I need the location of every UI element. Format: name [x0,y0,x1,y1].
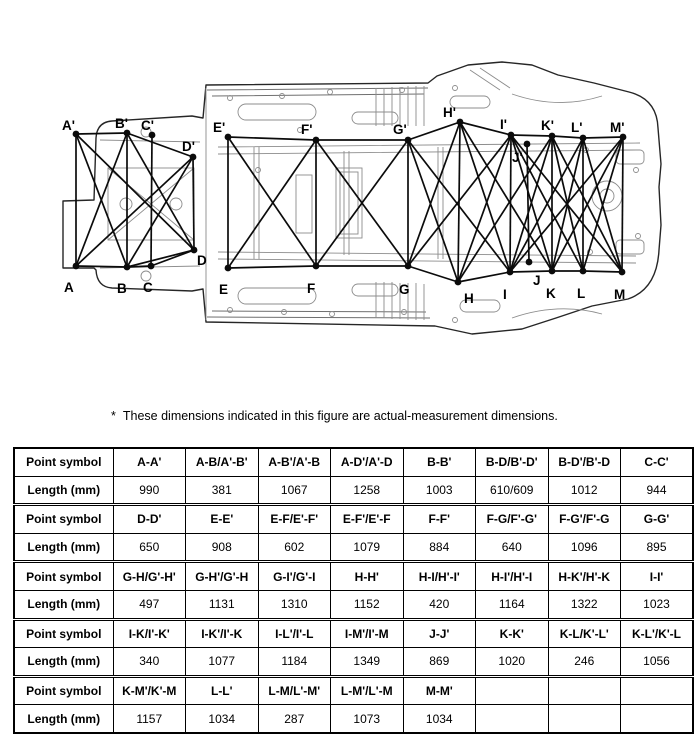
point-symbol-cell: B-B' [403,448,476,476]
length-value-cell: 1034 [186,705,259,733]
measure-line-E'-F' [228,137,316,140]
measure-point-J [526,259,533,266]
point-symbol-cell: C-C' [621,448,694,476]
measure-point-I [507,269,514,276]
measure-line-E'-F [228,137,316,266]
length-value-cell: 650 [113,533,186,562]
point-label-E: E [219,282,229,297]
length-value-cell: 1073 [331,705,404,733]
length-value-cell: 1184 [258,648,331,677]
length-value-cell: 1152 [331,590,404,619]
measure-line-E-F [228,266,316,268]
length-value-cell: 1056 [621,648,694,677]
measure-line-A'-B' [76,133,127,134]
dimension-table [13,447,694,734]
point-label-D': D' [182,139,195,154]
point-symbol-cell: F-G'/F'-G [548,505,621,534]
length-value-cell: 602 [258,533,331,562]
point-label-L': L' [571,120,583,135]
point-symbol-cell: B-D'/B'-D [548,448,621,476]
measure-point-L' [580,135,587,142]
measure-point-K [549,268,556,275]
measure-line-C-C' [151,135,152,266]
point-label-A': A' [62,118,75,133]
measure-point-G [405,263,412,270]
point-symbol-cell: G-I'/G'-I [258,562,331,591]
point-label-J: J [533,273,541,288]
point-symbol-cell: I-L'/I'-L [258,619,331,648]
measure-line-L'-M' [583,137,623,138]
point-label-H': H' [443,105,456,120]
measure-line-I-K [510,271,552,272]
length-value-cell: 1164 [476,590,549,619]
point-symbol-cell: D-D' [113,505,186,534]
point-label-H: H [464,291,474,306]
point-symbol-cell: H-H' [331,562,404,591]
length-value-cell: 420 [403,590,476,619]
length-value-cell: 1349 [331,648,404,677]
measure-line-H-H' [458,122,460,282]
length-value-cell: 1131 [186,590,259,619]
length-value-cell: 1079 [331,533,404,562]
point-label-K': K' [541,118,554,133]
row-header-length-mm: Length (mm) [14,533,113,562]
measure-line-L-M [583,271,622,272]
row-header-length-mm: Length (mm) [14,590,113,619]
point-symbol-cell [476,676,549,705]
length-value-cell: 1067 [258,476,331,505]
measure-line-B-D [127,250,194,267]
measure-line-J-J' [527,144,529,262]
row-header-point-symbol: Point symbol [14,619,113,648]
point-label-J': J' [512,150,523,165]
length-value-cell: 1023 [621,590,694,619]
point-symbol-cell: I-I' [621,562,694,591]
measure-point-F [313,263,320,270]
measure-point-H' [457,119,464,126]
measure-point-K' [549,133,556,140]
length-value-cell: 895 [621,533,694,562]
measure-point-A [73,263,80,270]
row-header-point-symbol: Point symbol [14,676,113,705]
point-symbol-cell: I-K'/I'-K [186,619,259,648]
point-label-F': F' [301,122,313,137]
measure-line-H-I' [458,135,511,282]
point-label-K: K [546,286,556,301]
point-symbol-cell: E-F'/E'-F [331,505,404,534]
measure-line-E-F' [228,140,316,268]
point-label-L: L [577,286,586,301]
note-text: These dimensions indicated in this figure are actual-measurement dimensions. [122,408,558,423]
point-symbol-cell: G-H'/G'-H [186,562,259,591]
measure-point-G' [405,137,412,144]
point-symbol-cell: A-B'/A'-B [258,448,331,476]
row-header-length-mm: Length (mm) [14,705,113,733]
length-value-cell: 1012 [548,476,621,505]
point-label-M': M' [610,120,625,135]
point-symbol-cell: H-I'/H'-I [476,562,549,591]
point-label-A: A [64,280,74,295]
measure-point-F' [313,137,320,144]
measure-line-G-H' [408,122,460,266]
point-label-D: D [197,253,207,268]
point-symbol-cell: B-D/B'-D' [476,448,549,476]
length-value-cell: 340 [113,648,186,677]
row-header-point-symbol: Point symbol [14,448,113,476]
measure-line-A-D' [76,157,193,266]
length-value-cell [476,705,549,733]
length-value-cell: 908 [186,533,259,562]
point-label-E': E' [213,120,226,135]
length-value-cell: 1034 [403,705,476,733]
point-symbol-cell: K-L'/K'-L [621,619,694,648]
measure-line-H-I [458,272,510,282]
measure-point-L [580,268,587,275]
point-label-I': I' [500,117,507,132]
row-header-point-symbol: Point symbol [14,562,113,591]
length-value-cell: 1258 [331,476,404,505]
point-label-C': C' [141,118,154,133]
measure-point-I' [508,132,515,139]
measure-point-H [455,279,462,286]
row-header-length-mm: Length (mm) [14,648,113,677]
point-symbol-cell: L-L' [186,676,259,705]
point-symbol-cell: K-L/K'-L' [548,619,621,648]
measure-line-I'-K' [511,135,552,136]
length-value-cell: 944 [621,476,694,505]
length-value-cell [621,705,694,733]
measure-point-E [225,265,232,272]
point-label-C: C [143,280,153,295]
measure-point-M [619,269,626,276]
point-symbol-cell: G-G' [621,505,694,534]
length-value-cell: 497 [113,590,186,619]
point-symbol-cell: M-M' [403,676,476,705]
point-symbol-cell [548,676,621,705]
point-symbol-cell [621,676,694,705]
length-value-cell: 1157 [113,705,186,733]
length-value-cell: 640 [476,533,549,562]
length-value-cell: 1003 [403,476,476,505]
figure-note [111,409,558,423]
length-value-cell: 990 [113,476,186,505]
measure-line-I-I' [510,135,511,272]
measure-line-C-D [151,250,194,266]
length-value-cell: 610/609 [476,476,549,505]
length-value-cell: 884 [403,533,476,562]
length-value-cell: 246 [548,648,621,677]
length-value-cell: 1322 [548,590,621,619]
point-symbol-cell: F-F' [403,505,476,534]
measure-line-A-B [76,266,127,267]
length-value-cell: 1310 [258,590,331,619]
point-symbol-cell: A-B/A'-B' [186,448,259,476]
length-value-cell: 1096 [548,533,621,562]
point-symbol-cell: I-K/I'-K' [113,619,186,648]
point-label-I: I [503,287,507,302]
point-symbol-cell: K-M'/K'-M [113,676,186,705]
point-symbol-cell: L-M/L'-M' [258,676,331,705]
point-symbol-cell: A-D'/A'-D [331,448,404,476]
point-symbol-cell: J-J' [403,619,476,648]
point-symbol-cell: H-I/H'-I' [403,562,476,591]
point-label-M: M [614,287,626,302]
measure-line-B-D' [127,157,193,267]
point-symbol-cell: E-F/E'-F' [258,505,331,534]
point-symbol-cell: E-E' [186,505,259,534]
length-value-cell: 287 [258,705,331,733]
length-value-cell: 381 [186,476,259,505]
point-symbol-cell: I-M'/I'-M [331,619,404,648]
measure-point-E' [225,134,232,141]
point-symbol-cell: K-K' [476,619,549,648]
measure-point-D' [190,154,197,161]
measure-point-J' [524,141,531,148]
measure-line-D-D' [193,157,194,250]
measure-line-K'-L' [552,136,583,138]
measure-point-B [124,264,131,271]
point-label-G': G' [393,122,407,137]
point-symbol-cell: G-H/G'-H' [113,562,186,591]
measure-point-C [148,263,155,270]
length-value-cell: 1020 [476,648,549,677]
point-label-B: B [117,281,127,296]
measure-line-G-H [408,266,458,282]
measure-line-M-M' [622,137,623,272]
point-symbol-cell: A-A' [113,448,186,476]
point-label-F: F [307,281,316,296]
length-value-cell: 1077 [186,648,259,677]
length-value-cell: 869 [403,648,476,677]
length-value-cell [548,705,621,733]
note-asterisk: * [111,408,116,423]
point-label-B': B' [115,116,128,131]
row-header-point-symbol: Point symbol [14,505,113,534]
point-symbol-cell: F-G/F'-G' [476,505,549,534]
point-label-G: G [399,282,410,297]
point-symbol-cell: H-K'/H'-K [548,562,621,591]
row-header-length-mm: Length (mm) [14,476,113,505]
point-symbol-cell: L-M'/L'-M [331,676,404,705]
